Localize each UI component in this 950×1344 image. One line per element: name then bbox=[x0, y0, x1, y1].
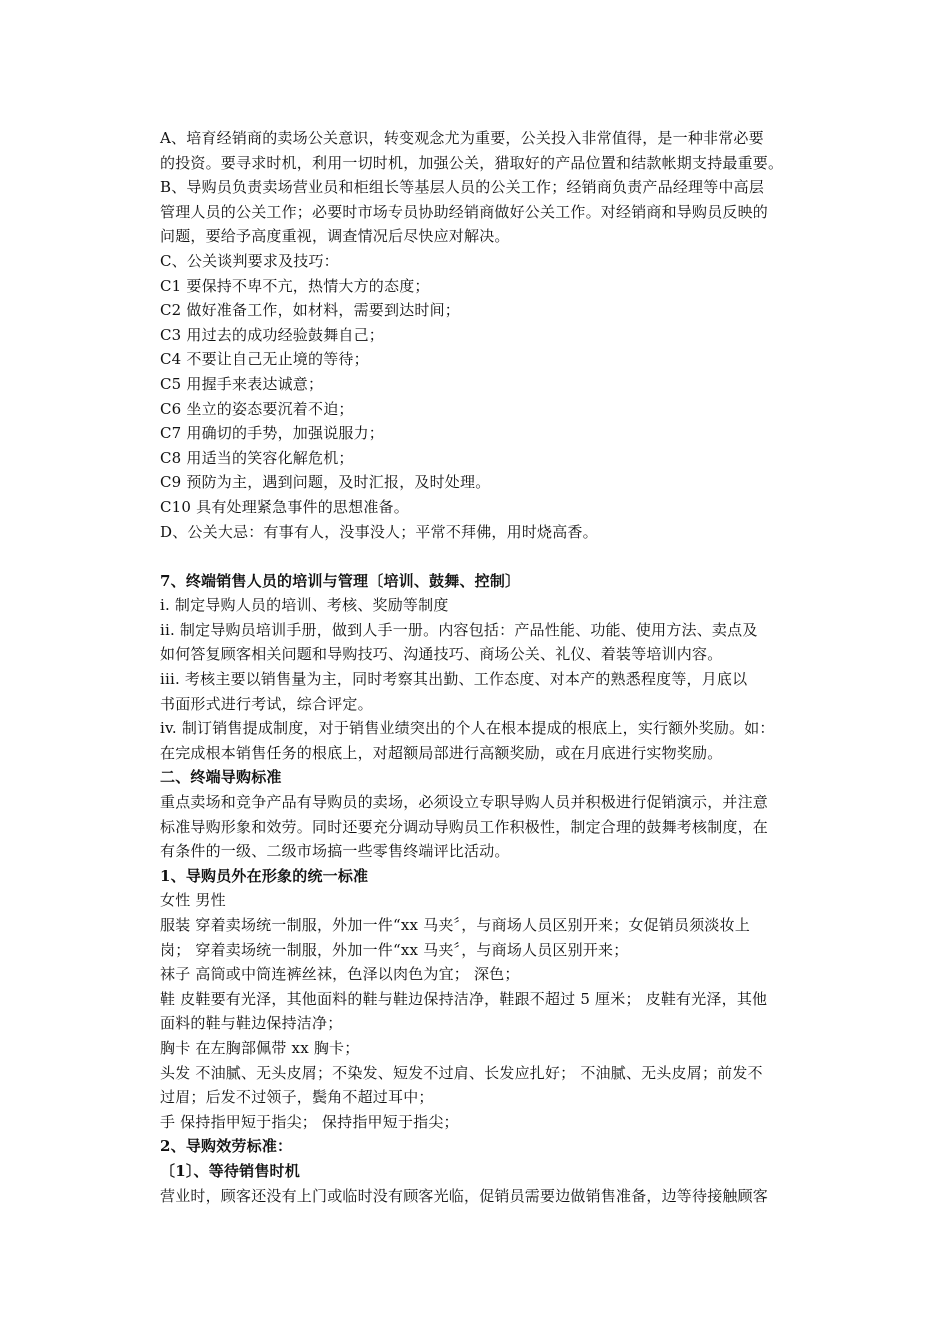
text-line: 问题，要给予高度重视，调查情况后尽快应对解决。 bbox=[160, 227, 510, 246]
text-line: 管理人员的公关工作；必要时市场专员协助经销商做好公关工作。对经销商和导购员反映的 bbox=[160, 202, 769, 221]
text-line: 的投资。要寻求时机，利用一切时机，加强公关，猎取好的产品位置和结款帐期支持最重要。 bbox=[160, 153, 784, 172]
text-line: D、公关大忌：有事有人，没事没人；平常不拜佛，用时烧高香。 bbox=[160, 522, 598, 541]
document-body bbox=[160, 126, 840, 1208]
section-heading: 7、终端销售人员的培训与管理〔培训、鼓舞、控制〕 bbox=[160, 571, 521, 590]
text-line: 女性 男性 bbox=[160, 891, 226, 910]
text-line: C1 要保持不卑不亢，热情大方的态度； bbox=[160, 276, 430, 295]
text-line: C3 用过去的成功经验鼓舞自己； bbox=[160, 325, 384, 344]
text-line: B、导购员负责卖场营业员和柜组长等基层人员的公关工作；经销商负责产品经理等中高层 bbox=[160, 178, 765, 197]
section-heading: 二、终端导购标准 bbox=[160, 768, 282, 787]
text-line: 手 保持指甲短于指尖； 保持指甲短于指尖； bbox=[160, 1112, 459, 1131]
text-line: C5 用握手来表达诚意； bbox=[160, 374, 324, 393]
text-line: 如何答复顾客相关问题和导购技巧、沟通技巧、商场公关、礼仪、着装等培训内容。 bbox=[160, 645, 723, 664]
text-line: C10 具有处理紧急事件的思想准备。 bbox=[160, 497, 409, 516]
text-line: 袜子 高筒或中筒连裤丝袜，色泽以肉色为宜； 深色； bbox=[160, 965, 520, 984]
text-line: 营业时，顾客还没有上门或临时没有顾客光临，促销员需要边做销售准备，边等待接触顾客 bbox=[160, 1186, 769, 1205]
text-line: 面料的鞋与鞋边保持洁净； bbox=[160, 1014, 343, 1033]
text-line: 服装 穿着卖场统一制服，外加一件“xx 马夹〞，与商场人员区别开来；女促销员须淡妆上 bbox=[160, 916, 751, 934]
text-line: 岗； 穿着卖场统一制服，外加一件“xx 马夹〞，与商场人员区别开来； bbox=[160, 940, 629, 959]
text-line: C6 坐立的姿态要沉着不迫； bbox=[160, 399, 354, 418]
text-line: C2 做好准备工作，如材料，需要到达时间； bbox=[160, 301, 460, 320]
text-line: 在完成根本销售任务的根底上，对超额局部进行高额奖励，或在月底进行实物奖励。 bbox=[160, 743, 723, 762]
text-line: C4 不要让自己无止境的等待； bbox=[160, 350, 369, 369]
text-line: 过眉；后发不过领子，鬓角不超过耳中； bbox=[160, 1088, 434, 1107]
text-line: 标准导购形象和效劳。同时还要充分调动导购员工作积极性，制定合理的鼓舞考核制度，在 bbox=[160, 817, 769, 836]
section-heading: 〔1〕、等待销售时机 bbox=[160, 1161, 300, 1180]
text-line: 重点卖场和竞争产品有导购员的卖场，必须设立专职导购人员并积极进行促销演示，并注意 bbox=[160, 793, 769, 812]
text-line: 鞋 皮鞋要有光泽，其他面料的鞋与鞋边保持洁净，鞋跟不超过 5 厘米； 皮鞋有光泽，其他 bbox=[160, 989, 768, 1008]
text-line: C9 预防为主，遇到问题，及时汇报，及时处理。 bbox=[160, 473, 491, 492]
section-heading: 1、导购员外在形象的统一标准 bbox=[160, 866, 369, 885]
text-line: iii. 考核主要以销售量为主，同时考察其出勤、工作态度、对本产的熟悉程度等，月底以 bbox=[160, 670, 748, 689]
text-line: 有条件的一级、二级市场搞一些零售终端评比活动。 bbox=[160, 842, 510, 861]
text-line: C7 用确切的手势，加强说服力； bbox=[160, 424, 384, 443]
text-line: iv. 制订销售提成制度，对于销售业绩突出的个人在根本提成的根底上，实行额外奖励。如： bbox=[160, 719, 775, 738]
text-line: 书面形式进行考试，综合评定。 bbox=[160, 694, 373, 713]
text-line: 头发 不油腻、无头皮屑；不染发、短发不过肩、长发应扎好； 不油腻、无头皮屑；前发不 bbox=[160, 1063, 763, 1082]
text-line: A、培育经销商的卖场公关意识，转变观念尤为重要，公关投入非常值得，是一种非常必要 bbox=[160, 129, 764, 147]
blank-line bbox=[160, 544, 840, 569]
text-line: ii. 制定导购员培训手册，做到人手一册。内容包括：产品性能、功能、使用方法、卖点及 bbox=[160, 620, 758, 639]
text-line: 胸卡 在左胸部佩带 xx 胸卡； bbox=[160, 1038, 360, 1057]
text-line: C8 用适当的笑容化解危机； bbox=[160, 448, 354, 467]
text-line: C、公关谈判要求及技巧： bbox=[160, 251, 339, 270]
section-heading: 2、导购效劳标准： bbox=[160, 1137, 293, 1156]
text-line: i. 制定导购人员的培训、考核、奖励等制度 bbox=[160, 596, 449, 615]
